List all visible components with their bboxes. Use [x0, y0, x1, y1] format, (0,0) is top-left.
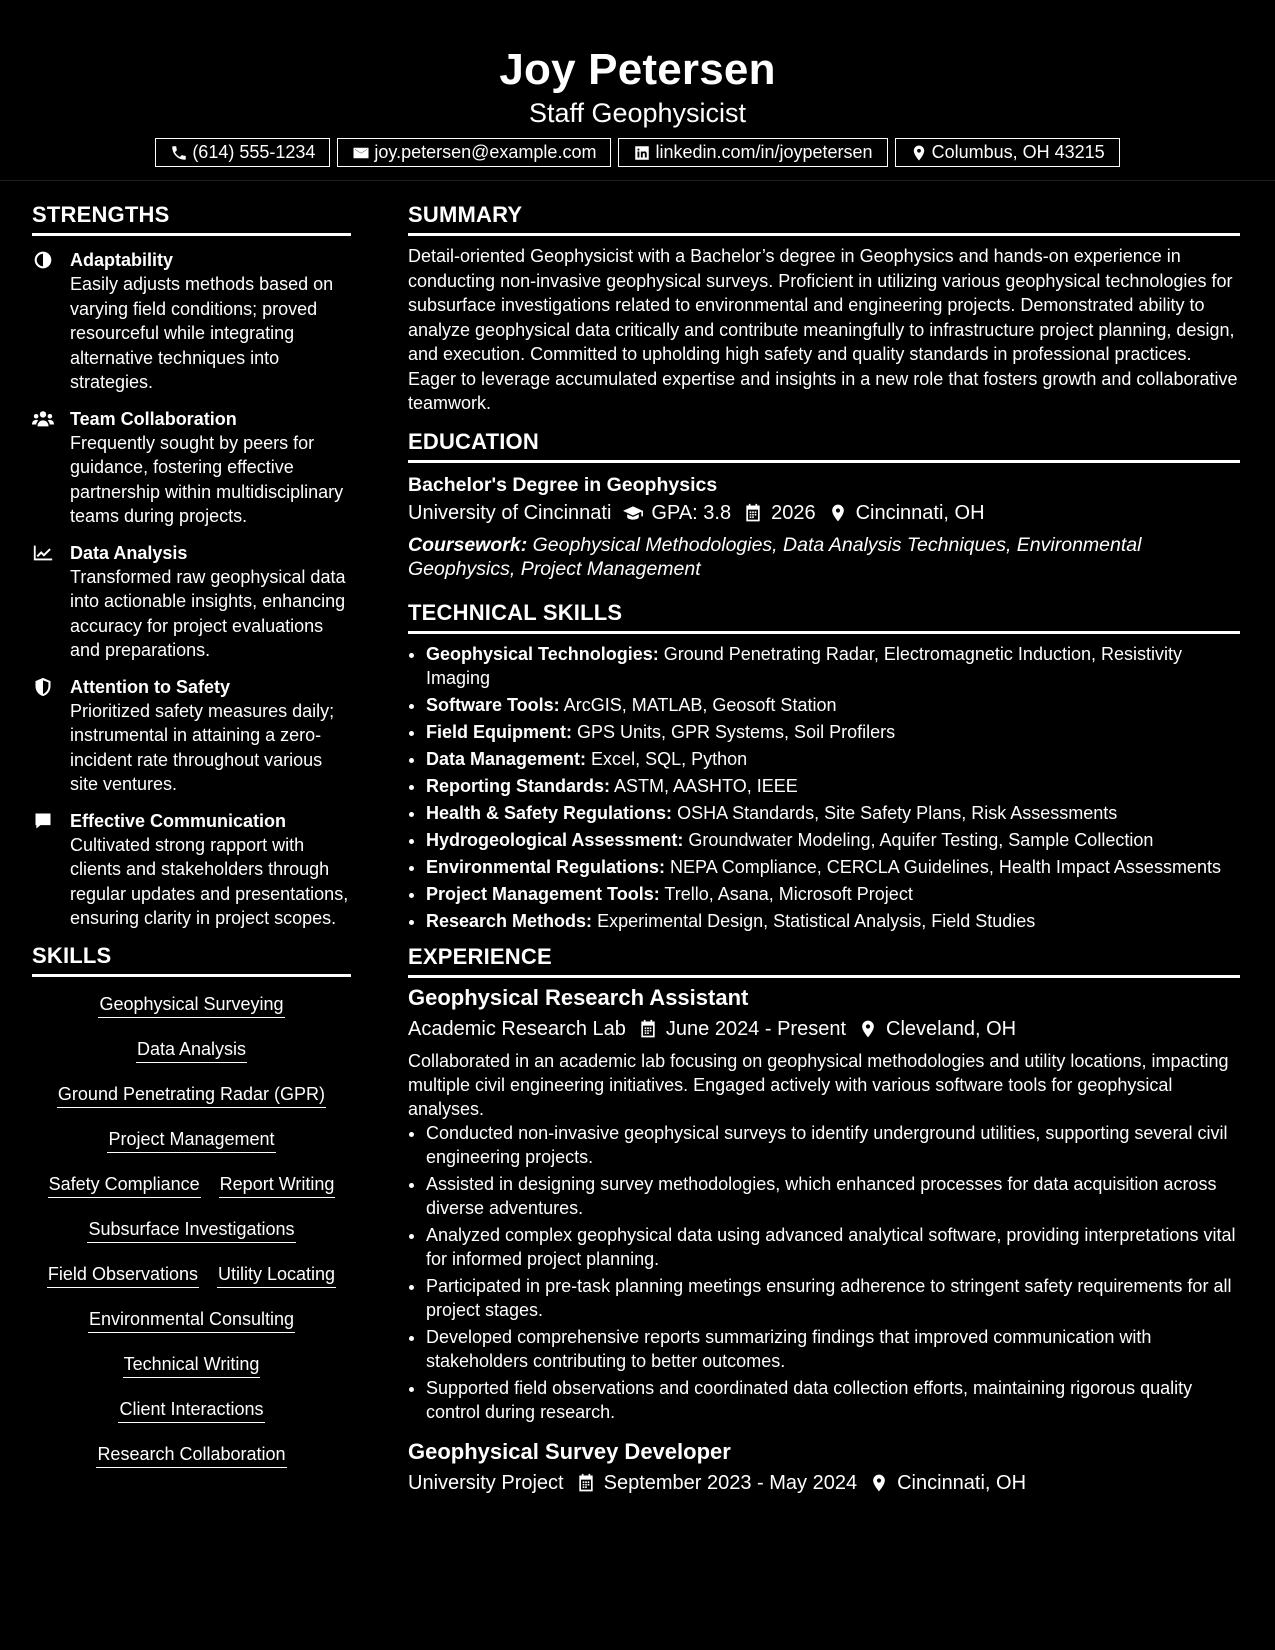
job-entry [408, 1438, 1240, 1498]
calendar-icon [576, 1473, 596, 1493]
list-item: • Environmental Regulations: NEPA Compliance, CERCLA Guidelines, Health Impact Assessments [426, 855, 1240, 879]
list-item: • Software Tools: ArcGIS, MATLAB, Geosoft Station [426, 693, 1240, 717]
job-bullets [408, 1121, 1240, 1425]
strengths-list [32, 248, 351, 931]
strength-desc: Easily adjusts methods based on varying field conditions; proved resourceful while integrating alternative techniques into strategies. [70, 274, 334, 392]
contact-bar [0, 138, 1275, 167]
skills-heading: SKILLS [32, 942, 112, 968]
section-divider [408, 975, 1240, 978]
contact-phone[interactable] [155, 138, 330, 167]
list-item: • Field Equipment: GPS Units, GPR Systems, Soil Profilers [426, 720, 1240, 744]
section-divider [32, 233, 351, 236]
candidate-name: Joy Petersen [499, 45, 776, 94]
skill-tag: Ground Penetrating Radar (GPR) [57, 1081, 326, 1108]
job-org: Academic Research Lab [408, 1017, 626, 1040]
grad-year: 2026 [771, 501, 816, 524]
section-divider [32, 974, 351, 977]
list-item: • Supported field observations and coordinated data collection efforts, maintaining rigorous quality control during research. [426, 1376, 1240, 1425]
strength-title: Attention to Safety [70, 676, 230, 697]
left-column [32, 202, 351, 1486]
phone-text: (614) 555-1234 [192, 142, 316, 162]
list-item: • Participated in pre-task planning meetings ensuring adherence to stringent safety requirements for all project stages. [426, 1274, 1240, 1323]
linkedin-icon [633, 144, 651, 162]
calendar-icon [743, 503, 763, 523]
technical-skills-list [408, 642, 1240, 933]
job-entry [408, 984, 1240, 1425]
list-item: • Assisted in designing survey methodologies, which enhanced processes for data acquisition across diverse adventures. [426, 1172, 1240, 1221]
map-pin-icon [869, 1473, 889, 1493]
skills-list [32, 991, 351, 1486]
shield-icon [32, 677, 54, 697]
strength-desc: Prioritized safety measures daily; instrumental in attaining a zero-incident rate throughout various site ventures. [70, 700, 335, 794]
header-divider [0, 180, 1275, 181]
list-item: • Research Methods: Experimental Design, Statistical Analysis, Field Studies [426, 909, 1240, 933]
job-meta [408, 1468, 1240, 1498]
job-description: Collaborated in an academic lab focusing on geophysical methodologies and utility locations, impacting multiple civil engineering initiatives. Engaged actively with various software tools for geophysical analyses. [408, 1050, 1229, 1119]
resume-header [0, 0, 1275, 181]
strength-desc: Transformed raw geophysical data into actionable insights, enhancing accuracy for project evaluations and preparations. [70, 566, 346, 660]
job-location: Cincinnati, OH [897, 1471, 1027, 1494]
envelope-icon [352, 144, 370, 162]
skill-tag: Project Management [107, 1126, 275, 1153]
strength-desc: Frequently sought by peers for guidance, fostering effective partnership within multidisciplinary teams during projects. [70, 432, 344, 526]
right-column [408, 202, 1240, 1498]
strength-item [32, 248, 351, 395]
education-heading: EDUCATION [408, 428, 539, 454]
contact-linkedin[interactable] [618, 138, 887, 167]
skill-tag: Client Interactions [118, 1396, 264, 1423]
map-pin-icon [828, 503, 848, 523]
strength-item [32, 541, 351, 663]
job-dates: June 2024 - Present [665, 1017, 847, 1040]
strength-title: Adaptability [70, 250, 174, 270]
list-item: • Project Management Tools: Trello, Asana, Microsoft Project [426, 882, 1240, 906]
linkedin-text: linkedin.com/in/joypetersen [655, 142, 873, 162]
technical-skills-heading: TECHNICAL SKILLS [408, 599, 623, 625]
map-pin-icon [858, 1019, 878, 1039]
job-title: Geophysical Research Assistant [408, 984, 749, 1010]
coursework-label: Coursework: [408, 533, 528, 556]
skill-tag: Safety Compliance [48, 1171, 201, 1198]
map-pin-icon [910, 144, 928, 162]
strength-title: Effective Communication [70, 810, 287, 831]
job-org: University Project [408, 1471, 564, 1494]
candidate-title: Staff Geophysicist [528, 98, 747, 128]
list-item: • Hydrogeological Assessment: Groundwater Modeling, Aquifer Testing, Sample Collection [426, 828, 1240, 852]
list-item: • Data Management: Excel, SQL, Python [426, 747, 1240, 771]
coursework-list: Geophysical Methodologies, Data Analysis Techniques, Environmental Geophysics, Project Management [408, 533, 1142, 580]
gpa: GPA: 3.8 [651, 501, 732, 524]
skill-tag: Data Analysis [136, 1036, 247, 1063]
contact-location [895, 138, 1120, 167]
users-icon [32, 409, 54, 429]
skill-tag: Subsurface Investigations [87, 1216, 295, 1243]
list-item: • Developed comprehensive reports summarizing findings that improved communication with stakeholders contributing to better outcomes. [426, 1325, 1240, 1374]
list-item: • Health & Safety Regulations: OSHA Standards, Site Safety Plans, Risk Assessments [426, 801, 1240, 825]
strength-item [32, 809, 351, 931]
strength-desc: Cultivated strong rapport with clients and stakeholders through regular updates and presentations, ensuring clarity in project scopes. [70, 834, 349, 928]
strength-item [32, 407, 351, 529]
summary-text: Detail-oriented Geophysicist with a Bachelor’s degree in Geophysics and hands-on experience in conducting non-invasive geophysical surveys. Proficient in utilizing various geophysical technologies for subsurface investigations related to environmental and engineering projects. Demonstrated ability to analyze geophysical data critically and contribute meaningfully to infrastructure project planning, design, and execution. Committed to upholding high safety and quality standards in professional practices. Eager to leverage accumulated expertise and insights in a new role that fosters growth and collaborative teamwork. [408, 246, 1238, 413]
education-meta [408, 498, 1240, 528]
strength-item [32, 675, 351, 797]
job-location: Cleveland, OH [886, 1017, 1017, 1040]
strength-title: Team Collaboration [70, 408, 237, 429]
list-item: • Reporting Standards: ASTM, AASHTO, IEEE [426, 774, 1240, 798]
job-dates: September 2023 - May 2024 [603, 1471, 858, 1494]
list-item: • Geophysical Technologies: Ground Penetrating Radar, Electromagnetic Induction, Resistivity Imaging [426, 642, 1240, 690]
skill-tag: Report Writing [219, 1171, 336, 1198]
contact-email[interactable] [337, 138, 611, 167]
job-meta [408, 1014, 1240, 1044]
half-circle-icon [32, 250, 54, 270]
list-item: • Analyzed complex geophysical data using advanced analytical software, providing interpretations vital for informed project planning. [426, 1223, 1240, 1272]
experience-heading: EXPERIENCE [408, 943, 552, 969]
strengths-heading: STRENGTHS [32, 202, 170, 227]
speech-bubble-icon [32, 811, 54, 831]
section-divider [408, 233, 1240, 236]
strength-title: Data Analysis [70, 542, 188, 563]
section-divider [408, 631, 1240, 634]
calendar-icon [638, 1019, 658, 1039]
summary-heading: SUMMARY [408, 202, 523, 227]
coursework [408, 533, 1240, 581]
phone-icon [170, 144, 188, 162]
list-item: • Conducted non-invasive geophysical surveys to identify underground utilities, supporting several civil engineering projects. [426, 1121, 1240, 1170]
skill-tag: Utility Locating [217, 1261, 336, 1288]
school-location: Cincinnati, OH [855, 501, 985, 524]
skill-tag: Research Collaboration [96, 1441, 286, 1468]
degree-title: Bachelor's Degree in Geophysics [408, 473, 718, 496]
section-divider [408, 460, 1240, 463]
skill-tag: Field Observations [47, 1261, 199, 1288]
skill-tag: Environmental Consulting [88, 1306, 295, 1333]
location-text: Columbus, OH 43215 [931, 142, 1105, 162]
job-title: Geophysical Survey Developer [408, 1438, 731, 1464]
graduation-cap-icon [623, 503, 643, 523]
email-text: joy.petersen@example.com [374, 142, 597, 162]
school-name: University of Cincinnati [408, 501, 612, 524]
skill-tag: Technical Writing [123, 1351, 261, 1378]
line-chart-icon [32, 543, 54, 563]
skill-tag: Geophysical Surveying [98, 991, 284, 1018]
